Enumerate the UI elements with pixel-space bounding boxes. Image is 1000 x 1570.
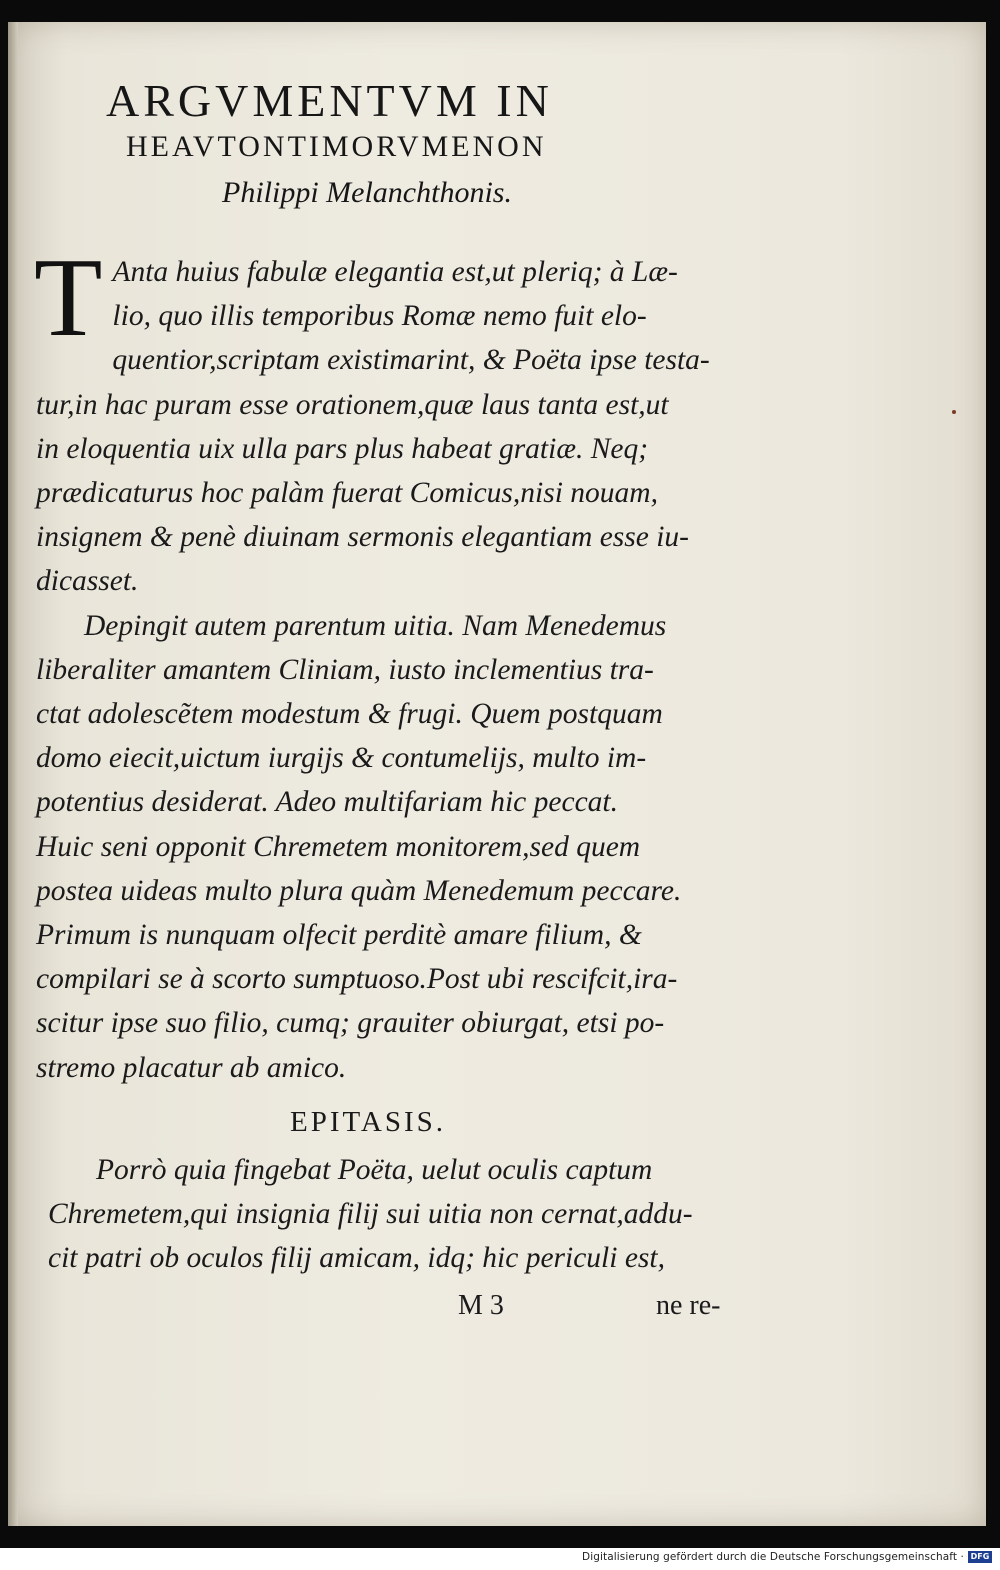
text-line: tur,in hac puram esse orationem,quæ laus tanta est,ut (36, 388, 669, 421)
text-line: Primum is nunquam olfecit perditè amare filium, & (36, 919, 642, 952)
text-line: Anta huius fabulæ elegantia est,ut pleriq; à Læ- (112, 256, 678, 288)
text-line: Depingit autem parentum uitia. Nam Menedemus (84, 609, 667, 642)
text-line: prædicaturus hoc palàm fuerat Comicus,nisi nouam, (36, 477, 658, 510)
ink-spot (952, 410, 956, 414)
drop-cap: T (34, 236, 103, 360)
text-line: quentior,scriptam existimarint, & Poëta ipse testa- (112, 344, 710, 377)
text-line: insignem & penè diuinam sermonis elegantiam esse iu- (36, 521, 690, 554)
signature-mark: M 3 (458, 1290, 504, 1321)
text-line: scitur ipse suo filio, cumq; grauiter obiurgat, etsi po- (36, 1007, 665, 1040)
text-line: Huic seni opponit Chremetem monitorem,sed quem (36, 830, 641, 863)
text-line: compilari se à scorto sumptuoso.Post ubi rescifcit,ira- (36, 963, 678, 996)
epitasis-text (48, 1148, 758, 1281)
text-line: in eloquentia uix ulla pars plus habeat gratiæ. Neq; (36, 432, 649, 465)
dfg-logo: DFG (968, 1551, 992, 1563)
text-line: lio, quo illis temporibus Romæ nemo fuit elo- (112, 300, 647, 333)
text-line: stremo placatur ab amico. (36, 1051, 347, 1084)
argument-text (34, 236, 756, 1090)
text-line: cit patri ob oculos filij amicam, idq; hic periculi est, (48, 1242, 665, 1275)
title-line-2: HEAVTONTIMORVMENON (126, 130, 547, 163)
text-line: ctat adolescẽtem modestum & frugi. Quem postquam (36, 698, 663, 731)
catchword: ne re- (656, 1290, 721, 1321)
text-line: liberaliter amantem Cliniam, iusto inclementius tra- (36, 653, 654, 686)
text-line: Porrò quia fingebat Poëta, uelut oculis captum (96, 1154, 653, 1186)
text-line: postea uideas multo plura quàm Menedemum peccare. (36, 874, 682, 907)
title-line-3: Philippi Melanchthonis. (222, 176, 512, 209)
text-line: dicasset. (36, 565, 139, 598)
title-line-1: ARGVMENTVM IN (106, 75, 553, 126)
funding-credit: Digitalisierung gefördert durch die Deutsche Forschungsgemeinschaft · (582, 1551, 964, 1563)
page-gutter (8, 22, 18, 1526)
text-line: Chremetem,qui insignia filij sui uitia non cernat,addu- (48, 1198, 693, 1231)
text-line: domo eiecit,uictum iurgijs & contumelijs, multo im- (36, 742, 647, 775)
section-heading: EPITASIS. (290, 1106, 446, 1138)
text-line: potentius desiderat. Adeo multifariam hic peccat. (36, 786, 618, 819)
